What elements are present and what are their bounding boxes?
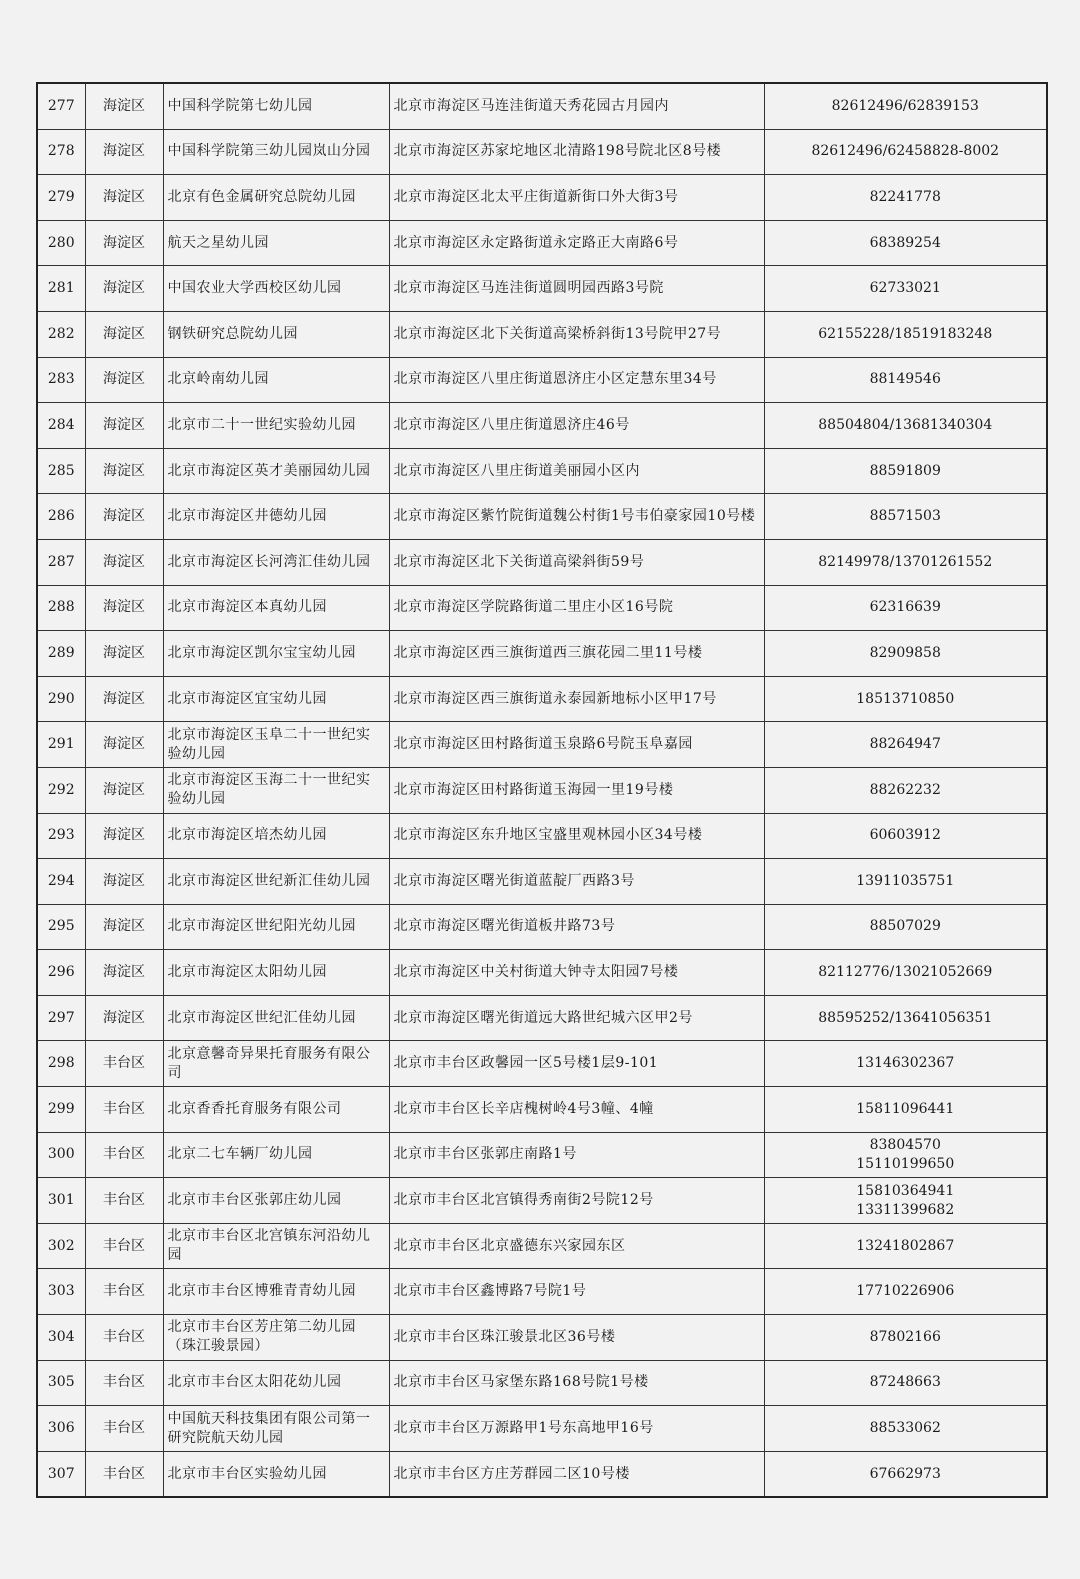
district-cell: 海淀区 bbox=[85, 676, 163, 722]
kindergarten-name-cell: 中国航天科技集团有限公司第一研究院航天幼儿园 bbox=[163, 1406, 389, 1452]
table-row bbox=[37, 1451, 1047, 1497]
row-number-cell: 288 bbox=[37, 585, 85, 631]
phone-cell: 67662973 bbox=[764, 1451, 1047, 1497]
district-cell: 海淀区 bbox=[85, 722, 163, 768]
address-cell: 北京市丰台区方庄芳群园二区10号楼 bbox=[389, 1451, 764, 1497]
district-cell: 海淀区 bbox=[85, 448, 163, 494]
phone-cell: 68389254 bbox=[764, 220, 1047, 266]
table-row bbox=[37, 129, 1047, 175]
table-row bbox=[37, 676, 1047, 722]
phone-cell: 87248663 bbox=[764, 1360, 1047, 1406]
table-row bbox=[37, 403, 1047, 449]
row-number-cell: 289 bbox=[37, 631, 85, 677]
district-cell: 海淀区 bbox=[85, 539, 163, 585]
table-row bbox=[37, 631, 1047, 677]
kindergarten-name-cell: 北京市海淀区世纪汇佳幼儿园 bbox=[163, 995, 389, 1041]
kindergarten-name-cell: 北京市海淀区世纪新汇佳幼儿园 bbox=[163, 859, 389, 905]
phone-cell: 15810364941 13311399682 bbox=[764, 1178, 1047, 1224]
district-cell: 海淀区 bbox=[85, 357, 163, 403]
phone-cell: 15811096441 bbox=[764, 1087, 1047, 1133]
address-cell: 北京市海淀区北下关街道高梁桥斜街13号院甲27号 bbox=[389, 311, 764, 357]
table-row bbox=[37, 357, 1047, 403]
district-cell: 海淀区 bbox=[85, 904, 163, 950]
row-number-cell: 290 bbox=[37, 676, 85, 722]
address-cell: 北京市海淀区田村路街道玉海园一里19号楼 bbox=[389, 767, 764, 813]
kindergarten-name-cell: 北京香香托育服务有限公司 bbox=[163, 1087, 389, 1133]
address-cell: 北京市丰台区北宫镇得秀南街2号院12号 bbox=[389, 1178, 764, 1224]
phone-cell: 82612496/62839153 bbox=[764, 83, 1047, 129]
table-row bbox=[37, 722, 1047, 768]
address-cell: 北京市海淀区学院路街道二里庄小区16号院 bbox=[389, 585, 764, 631]
district-cell: 海淀区 bbox=[85, 403, 163, 449]
row-number-cell: 292 bbox=[37, 767, 85, 813]
district-cell: 海淀区 bbox=[85, 175, 163, 221]
kindergarten-name-cell: 中国科学院第三幼儿园岚山分园 bbox=[163, 129, 389, 175]
row-number-cell: 297 bbox=[37, 995, 85, 1041]
district-cell: 丰台区 bbox=[85, 1451, 163, 1497]
kindergarten-name-cell: 北京市海淀区太阳幼儿园 bbox=[163, 950, 389, 996]
table-row bbox=[37, 539, 1047, 585]
district-cell: 海淀区 bbox=[85, 585, 163, 631]
row-number-cell: 286 bbox=[37, 494, 85, 540]
district-cell: 丰台区 bbox=[85, 1041, 163, 1087]
address-cell: 北京市海淀区东升地区宝盛里观林园小区34号楼 bbox=[389, 813, 764, 859]
phone-cell: 60603912 bbox=[764, 813, 1047, 859]
kindergarten-name-cell: 北京市丰台区太阳花幼儿园 bbox=[163, 1360, 389, 1406]
phone-cell: 83804570 15110199650 bbox=[764, 1132, 1047, 1178]
row-number-cell: 277 bbox=[37, 83, 85, 129]
kindergarten-table bbox=[36, 82, 1048, 1498]
kindergarten-name-cell: 北京市二十一世纪实验幼儿园 bbox=[163, 403, 389, 449]
row-number-cell: 291 bbox=[37, 722, 85, 768]
table-row bbox=[37, 83, 1047, 129]
district-cell: 丰台区 bbox=[85, 1223, 163, 1269]
table-row bbox=[37, 220, 1047, 266]
row-number-cell: 306 bbox=[37, 1406, 85, 1452]
address-cell: 北京市丰台区张郭庄南路1号 bbox=[389, 1132, 764, 1178]
phone-cell: 88507029 bbox=[764, 904, 1047, 950]
table-row bbox=[37, 266, 1047, 312]
phone-cell: 17710226906 bbox=[764, 1269, 1047, 1315]
table-row bbox=[37, 767, 1047, 813]
district-cell: 丰台区 bbox=[85, 1178, 163, 1224]
kindergarten-name-cell: 中国科学院第七幼儿园 bbox=[163, 83, 389, 129]
kindergarten-name-cell: 北京市丰台区张郭庄幼儿园 bbox=[163, 1178, 389, 1224]
table-row bbox=[37, 813, 1047, 859]
phone-cell: 88533062 bbox=[764, 1406, 1047, 1452]
district-cell: 丰台区 bbox=[85, 1406, 163, 1452]
row-number-cell: 302 bbox=[37, 1223, 85, 1269]
address-cell: 北京市丰台区北京盛德东兴家园东区 bbox=[389, 1223, 764, 1269]
address-cell: 北京市海淀区曙光街道板井路73号 bbox=[389, 904, 764, 950]
district-cell: 丰台区 bbox=[85, 1315, 163, 1361]
phone-cell: 13911035751 bbox=[764, 859, 1047, 905]
row-number-cell: 293 bbox=[37, 813, 85, 859]
kindergarten-name-cell: 北京市海淀区本真幼儿园 bbox=[163, 585, 389, 631]
address-cell: 北京市丰台区马家堡东路168号院1号楼 bbox=[389, 1360, 764, 1406]
phone-cell: 88595252/13641056351 bbox=[764, 995, 1047, 1041]
phone-cell: 88149546 bbox=[764, 357, 1047, 403]
district-cell: 丰台区 bbox=[85, 1087, 163, 1133]
address-cell: 北京市海淀区苏家坨地区北清路198号院北区8号楼 bbox=[389, 129, 764, 175]
address-cell: 北京市丰台区政馨园一区5号楼1层9-101 bbox=[389, 1041, 764, 1087]
kindergarten-name-cell: 北京市海淀区长河湾汇佳幼儿园 bbox=[163, 539, 389, 585]
phone-cell: 88571503 bbox=[764, 494, 1047, 540]
kindergarten-name-cell: 北京市海淀区宜宝幼儿园 bbox=[163, 676, 389, 722]
row-number-cell: 287 bbox=[37, 539, 85, 585]
phone-cell: 18513710850 bbox=[764, 676, 1047, 722]
row-number-cell: 281 bbox=[37, 266, 85, 312]
district-cell: 海淀区 bbox=[85, 311, 163, 357]
kindergarten-name-cell: 北京市海淀区世纪阳光幼儿园 bbox=[163, 904, 389, 950]
district-cell: 海淀区 bbox=[85, 266, 163, 312]
kindergarten-name-cell: 北京市海淀区英才美丽园幼儿园 bbox=[163, 448, 389, 494]
address-cell: 北京市海淀区八里庄街道恩济庄小区定慧东里34号 bbox=[389, 357, 764, 403]
address-cell: 北京市海淀区北下关街道高梁斜街59号 bbox=[389, 539, 764, 585]
address-cell: 北京市海淀区马连洼街道圆明园西路3号院 bbox=[389, 266, 764, 312]
phone-cell: 87802166 bbox=[764, 1315, 1047, 1361]
address-cell: 北京市海淀区八里庄街道美丽园小区内 bbox=[389, 448, 764, 494]
address-cell: 北京市海淀区西三旗街道永泰园新地标小区甲17号 bbox=[389, 676, 764, 722]
row-number-cell: 278 bbox=[37, 129, 85, 175]
table-row bbox=[37, 1269, 1047, 1315]
district-cell: 海淀区 bbox=[85, 767, 163, 813]
phone-cell: 62733021 bbox=[764, 266, 1047, 312]
district-cell: 海淀区 bbox=[85, 950, 163, 996]
phone-cell: 88264947 bbox=[764, 722, 1047, 768]
row-number-cell: 284 bbox=[37, 403, 85, 449]
phone-cell: 13146302367 bbox=[764, 1041, 1047, 1087]
district-cell: 海淀区 bbox=[85, 813, 163, 859]
address-cell: 北京市海淀区紫竹院街道魏公村街1号韦伯豪家园10号楼 bbox=[389, 494, 764, 540]
district-cell: 海淀区 bbox=[85, 220, 163, 266]
address-cell: 北京市海淀区田村路街道玉泉路6号院玉阜嘉园 bbox=[389, 722, 764, 768]
row-number-cell: 300 bbox=[37, 1132, 85, 1178]
phone-cell: 82909858 bbox=[764, 631, 1047, 677]
address-cell: 北京市海淀区曙光街道蓝靛厂西路3号 bbox=[389, 859, 764, 905]
address-cell: 北京市海淀区永定路街道永定路正大南路6号 bbox=[389, 220, 764, 266]
kindergarten-name-cell: 北京市丰台区北宫镇东河沿幼儿园 bbox=[163, 1223, 389, 1269]
district-cell: 海淀区 bbox=[85, 859, 163, 905]
table-row bbox=[37, 1360, 1047, 1406]
address-cell: 北京市海淀区八里庄街道恩济庄46号 bbox=[389, 403, 764, 449]
table-row bbox=[37, 904, 1047, 950]
kindergarten-name-cell: 北京市海淀区玉阜二十一世纪实验幼儿园 bbox=[163, 722, 389, 768]
table-row bbox=[37, 1041, 1047, 1087]
row-number-cell: 305 bbox=[37, 1360, 85, 1406]
table-row bbox=[37, 1406, 1047, 1452]
phone-cell: 82149978/13701261552 bbox=[764, 539, 1047, 585]
phone-cell: 88591809 bbox=[764, 448, 1047, 494]
table-row bbox=[37, 950, 1047, 996]
table-row bbox=[37, 1315, 1047, 1361]
kindergarten-name-cell: 北京市丰台区实验幼儿园 bbox=[163, 1451, 389, 1497]
table-row bbox=[37, 1223, 1047, 1269]
table-row bbox=[37, 175, 1047, 221]
kindergarten-name-cell: 北京市丰台区芳庄第二幼儿园（珠江骏景园） bbox=[163, 1315, 389, 1361]
table-row bbox=[37, 585, 1047, 631]
district-cell: 丰台区 bbox=[85, 1132, 163, 1178]
kindergarten-name-cell: 北京市海淀区玉海二十一世纪实验幼儿园 bbox=[163, 767, 389, 813]
row-number-cell: 282 bbox=[37, 311, 85, 357]
row-number-cell: 285 bbox=[37, 448, 85, 494]
address-cell: 北京市丰台区万源路甲1号东高地甲16号 bbox=[389, 1406, 764, 1452]
address-cell: 北京市海淀区马连洼街道天秀花园古月园内 bbox=[389, 83, 764, 129]
kindergarten-name-cell: 北京有色金属研究总院幼儿园 bbox=[163, 175, 389, 221]
kindergarten-name-cell: 北京市海淀区凯尔宝宝幼儿园 bbox=[163, 631, 389, 677]
kindergarten-name-cell: 北京市丰台区博雅青青幼儿园 bbox=[163, 1269, 389, 1315]
phone-cell: 62155228/18519183248 bbox=[764, 311, 1047, 357]
phone-cell: 62316639 bbox=[764, 585, 1047, 631]
row-number-cell: 301 bbox=[37, 1178, 85, 1224]
kindergarten-name-cell: 北京意馨奇异果托育服务有限公司 bbox=[163, 1041, 389, 1087]
row-number-cell: 294 bbox=[37, 859, 85, 905]
row-number-cell: 303 bbox=[37, 1269, 85, 1315]
phone-cell: 82241778 bbox=[764, 175, 1047, 221]
row-number-cell: 304 bbox=[37, 1315, 85, 1361]
kindergarten-name-cell: 北京市海淀区培杰幼儿园 bbox=[163, 813, 389, 859]
table-row bbox=[37, 311, 1047, 357]
phone-cell: 88504804/13681340304 bbox=[764, 403, 1047, 449]
address-cell: 北京市海淀区中关村街道大钟寺太阳园7号楼 bbox=[389, 950, 764, 996]
district-cell: 海淀区 bbox=[85, 83, 163, 129]
table-row bbox=[37, 494, 1047, 540]
table-row bbox=[37, 448, 1047, 494]
address-cell: 北京市丰台区长辛店槐树岭4号3幢、4幢 bbox=[389, 1087, 764, 1133]
row-number-cell: 280 bbox=[37, 220, 85, 266]
address-cell: 北京市丰台区珠江骏景北区36号楼 bbox=[389, 1315, 764, 1361]
district-cell: 丰台区 bbox=[85, 1269, 163, 1315]
table-row bbox=[37, 1178, 1047, 1224]
row-number-cell: 283 bbox=[37, 357, 85, 403]
district-cell: 海淀区 bbox=[85, 995, 163, 1041]
table-row bbox=[37, 1087, 1047, 1133]
address-cell: 北京市海淀区北太平庄街道新街口外大街3号 bbox=[389, 175, 764, 221]
phone-cell: 82612496/62458828-8002 bbox=[764, 129, 1047, 175]
row-number-cell: 279 bbox=[37, 175, 85, 221]
district-cell: 海淀区 bbox=[85, 129, 163, 175]
kindergarten-name-cell: 航天之星幼儿园 bbox=[163, 220, 389, 266]
district-cell: 海淀区 bbox=[85, 494, 163, 540]
phone-cell: 88262232 bbox=[764, 767, 1047, 813]
table-body bbox=[37, 83, 1047, 1497]
row-number-cell: 299 bbox=[37, 1087, 85, 1133]
row-number-cell: 307 bbox=[37, 1451, 85, 1497]
table-row bbox=[37, 859, 1047, 905]
address-cell: 北京市丰台区鑫博路7号院1号 bbox=[389, 1269, 764, 1315]
kindergarten-name-cell: 钢铁研究总院幼儿园 bbox=[163, 311, 389, 357]
kindergarten-name-cell: 北京二七车辆厂幼儿园 bbox=[163, 1132, 389, 1178]
kindergarten-name-cell: 北京市海淀区井德幼儿园 bbox=[163, 494, 389, 540]
row-number-cell: 296 bbox=[37, 950, 85, 996]
district-cell: 海淀区 bbox=[85, 631, 163, 677]
row-number-cell: 298 bbox=[37, 1041, 85, 1087]
address-cell: 北京市海淀区曙光街道远大路世纪城六区甲2号 bbox=[389, 995, 764, 1041]
table-row bbox=[37, 995, 1047, 1041]
phone-cell: 82112776/13021052669 bbox=[764, 950, 1047, 996]
kindergarten-name-cell: 中国农业大学西校区幼儿园 bbox=[163, 266, 389, 312]
kindergarten-name-cell: 北京岭南幼儿园 bbox=[163, 357, 389, 403]
row-number-cell: 295 bbox=[37, 904, 85, 950]
address-cell: 北京市海淀区西三旗街道西三旗花园二里11号楼 bbox=[389, 631, 764, 677]
table-row bbox=[37, 1132, 1047, 1178]
district-cell: 丰台区 bbox=[85, 1360, 163, 1406]
phone-cell: 13241802867 bbox=[764, 1223, 1047, 1269]
